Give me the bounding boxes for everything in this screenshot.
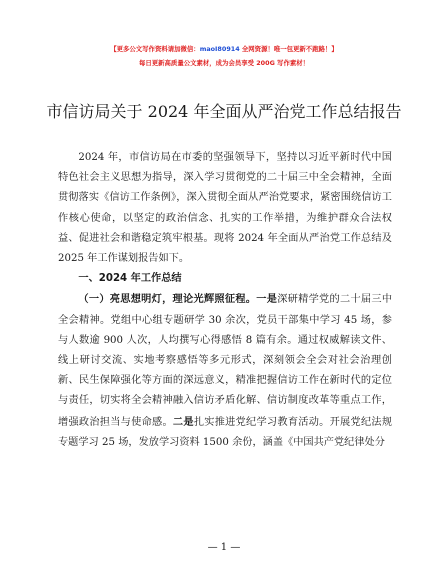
banner-wechat-id: maoI80914	[199, 45, 240, 53]
banner-text-right: 全网资源！唯一包更新不跑路！】	[239, 45, 338, 53]
intro-paragraph: 2024 年，市信访局在市委的坚强领导下，坚持以习近平新时代中国特色社会主义思想为指导，深入学习贯彻党的二十届三中全会精神，全面贯彻落实《信访工作条例》，深入贯彻全面从严治党要求，紧密围绕信访工作核心使命，以坚定的政治信念、扎实的工作举措，为维护群众合法权益、促进社会和谐稳定筑牢根基。现将 2024 年全面从严治党工作总结及 2025 年工作谋划报告如下。	[58, 152, 392, 265]
subsection-heading: （一）亮思想明灯，理论光辉照征程。	[78, 293, 257, 306]
document-body	[58, 148, 392, 453]
point-lead: 一是	[256, 293, 278, 306]
section-heading: 一、2024 年工作总结	[78, 273, 182, 285]
page-number: — 1 —	[207, 542, 241, 553]
banner-text-left: 【更多公文写作资料请加微信：	[110, 45, 200, 53]
promo-banner-line2: 每日更新高质量公文素材，成为会员享受 200G 写作素材！	[138, 59, 310, 67]
point-text: 扎实推进党纪学习教育活动。开展党纪法规专题学习 25 场，发放学习资料 1500 余份，涵盖《中国共产党纪律处分	[58, 416, 393, 448]
promo-banner-line1	[0, 44, 448, 53]
point-lead: 二是	[172, 415, 194, 428]
document-title: 市信访局关于 2024 年全面从严治党工作总结报告	[46, 102, 402, 121]
subsection-paragraph	[58, 289, 392, 453]
point-text: 深研精学党的二十届三中全会精神。党组中心组专题研学 30 余次，党员干部集中学习 45 场，参与人数逾 900 人次，人均撰写心得感悟 8 篇有余。通过权威解读文件、线上研讨交流、实地考察感悟等多元形式，深刻领会全会对社会治理创新、民生保障强化等方面的深远意义，精准把握信访工作在新时代的定位与责任，切实将全会精神融入信访矛盾化解、信访制度改革等重点工作，增强政治担当与使命感。	[58, 294, 393, 428]
